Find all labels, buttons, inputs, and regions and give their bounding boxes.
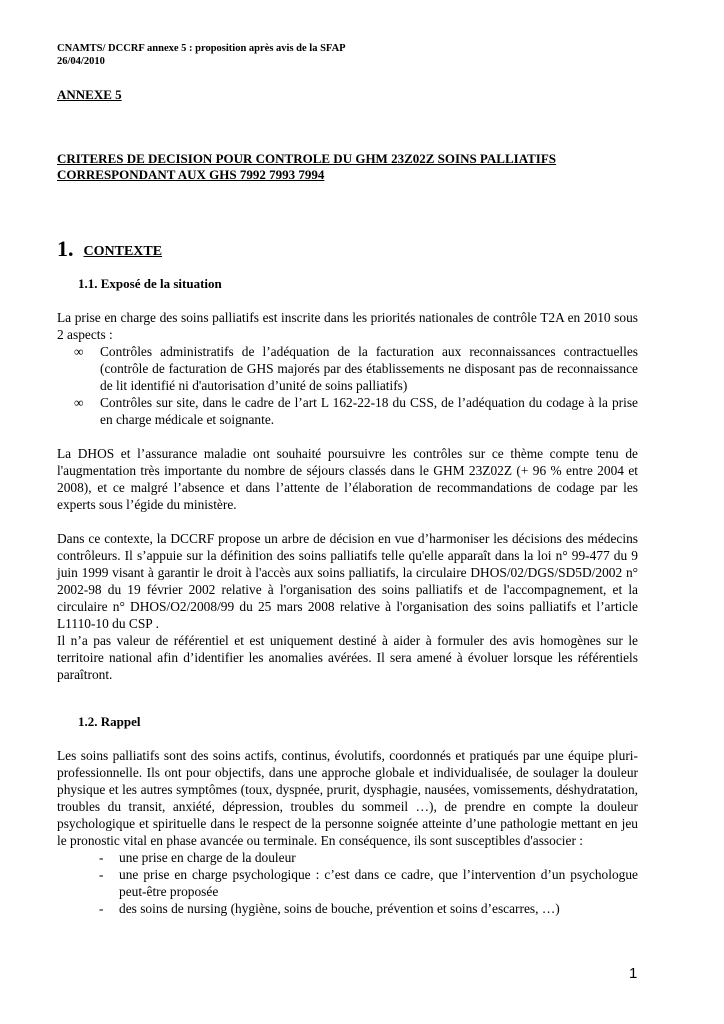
section-1-2-body [57, 747, 638, 917]
list-item-text: Contrôles sur site, dans le cadre de l’art L 162-22-18 du CSS, de l’adéquation du codage à la prise en charge médicale et soignante. [100, 395, 638, 427]
header-line-1: CNAMTS/ DCCRF annexe 5 : proposition après avis de la SFAP [57, 43, 346, 54]
list-item-text: des soins de nursing (hygiène, soins de bouche, prévention et soins d’escarres, …) [119, 901, 560, 916]
section-1-2-heading: 1.2. Rappel [78, 714, 141, 729]
page-number: 1 [629, 965, 638, 982]
palliative-care-list [57, 849, 638, 917]
section-1-1-body [57, 309, 638, 428]
infinity-bullet-icon: ∞ [74, 344, 84, 359]
header-date: 26/04/2010 [57, 56, 105, 67]
list-item-text: Contrôles administratifs de l’adéquation de la facturation aux reconnaissances contractuelles (contrôle de facturation de GHS majorés par des établissements ne disposant pas de reconnaissance de lit identifié ni d'autorisation d’unité de soins palliatifs) [100, 344, 638, 393]
document-title [57, 151, 657, 183]
dash-bullet-icon: - [99, 901, 104, 916]
section-1-number: 1. [57, 236, 74, 261]
paragraph-text: La DHOS et l’assurance maladie ont souhaité poursuivre les contrôles sur ce thème compte tenu de l'augmentation très importante du nombre de séjours classés dans le GHM 23Z02Z (+ 96 % entre 2004 et 2008), et ce malgré l’absence et dans l’attente de l’élaboration de recommandations de codage par les experts sous l’égide du ministère. [57, 446, 638, 512]
paragraph-text: Il n’a pas valeur de référentiel et est uniquement destiné à aider à formuler des avis homogènes sur le territoire national afin d’identifier les anomalies avérées. Il sera amené à évoluer lorsque les référentiels paraîtront. [57, 633, 638, 682]
section-1-title: CONTEXTE [83, 244, 163, 259]
control-aspects-list [57, 343, 638, 428]
title-line-1: CRITERES DE DECISION POUR CONTROLE DU GHM 23Z02Z SOINS PALLIATIFS [57, 151, 557, 166]
section-1-1-heading: 1.1. Exposé de la situation [78, 276, 222, 291]
section-1-1-paragraph-2 [57, 445, 638, 513]
list-item [57, 394, 638, 428]
dash-bullet-icon: - [99, 867, 104, 882]
document-header [57, 42, 346, 68]
list-item [57, 900, 638, 917]
section-1-1-paragraph-3 [57, 530, 638, 683]
section-1-1-intro: La prise en charge des soins palliatifs est inscrite dans les priorités nationales de contrôle T2A en 2010 sous 2 aspects : [57, 310, 638, 342]
paragraph-text: Dans ce contexte, la DCCRF propose un arbre de décision en vue d’harmoniser les décisions des médecins contrôleurs. Il s’appuie sur la définition des soins palliatifs telle qu'elle apparaît dans la loi n° 99-477 du 9 juin 1999 visant à garantir le droit à l'accès aux soins palliatifs, la circulaire DHOS/02/DGS/SD5D/2002 n° 2002-98 du 19 février 2002 relative à l'organisation des soins palliatifs et de l'accompagnement, et la circulaire n° DHOS/O2/2008/99 du 25 mars 2008 relative à l'organisation des soins palliatifs et l’article L1110-10 du CSP . [57, 531, 638, 631]
annexe-label: ANNEXE 5 [57, 87, 122, 102]
list-item [57, 866, 638, 900]
infinity-bullet-icon: ∞ [74, 395, 84, 410]
list-item-text: une prise en charge psychologique : c’est dans ce cadre, que l’intervention d’un psychologue peut-être proposée [119, 867, 638, 899]
list-item [57, 343, 638, 394]
title-line-2: CORRESPONDANT AUX GHS 7992 7993 7994 [57, 167, 325, 182]
list-item-text: une prise en charge de la douleur [119, 850, 296, 865]
section-1-heading [57, 236, 162, 262]
list-item [57, 849, 638, 866]
dash-bullet-icon: - [99, 850, 104, 865]
section-1-2-paragraph: Les soins palliatifs sont des soins actifs, continus, évolutifs, coordonnés et pratiqués par une équipe pluri-professionnelle. Ils ont pour objectifs, dans une approche globale et individualisée, de soulager la douleur physique et les autres symptômes (toux, dyspnée, prurit, dysphagie, nausées, vomissements, déshydratation, troubles du transit, anxiété, dépression, troubles du sommeil …), de prendre en compte la douleur psychologique et spirituelle dans le respect de la personne soignée atteinte d’une pathologie mettant en jeu le pronostic vital en phase avancée ou terminale. En conséquence, ils sont susceptibles d'associer : [57, 748, 638, 848]
